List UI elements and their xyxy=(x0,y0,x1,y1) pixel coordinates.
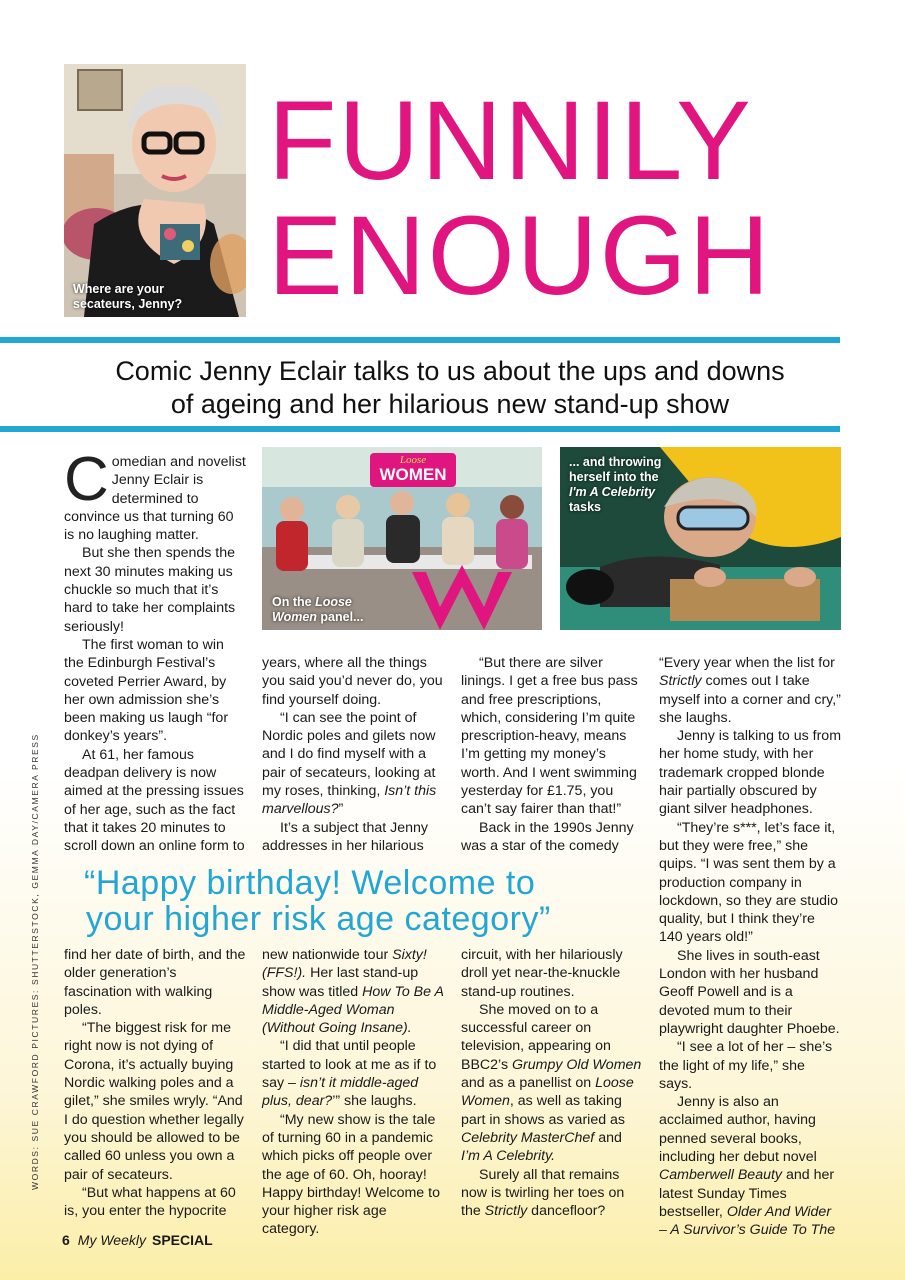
body-paragraph: “Every year when the list for Strictly comes out I take myself into a corner and cry,” she laughs. xyxy=(659,655,841,726)
body-paragraph: Jenny is talking to us from her home study, with her trademark cropped blonde hair partially obscured by giant silver headphones. xyxy=(659,728,842,818)
magazine-name: My Weekly xyxy=(77,1232,146,1248)
body-paragraph: Jenny is also an acclaimed author, having penned several books, including her debut novel Camberwell Beauty and her latest Sunday Times bestseller, Older And Wider – A Survivor’s Guide To The xyxy=(659,1094,836,1239)
loose-women-caption: On the Loose Women panel... xyxy=(272,595,364,624)
caption-line: Where are your xyxy=(73,282,165,296)
body-paragraph: The first woman to win the Edinburgh Festival’s coveted Perrier Award, by her own admission she’s been making us laugh “for donkey’s years”. xyxy=(64,636,229,745)
body-column-1-bottom xyxy=(64,946,246,1220)
body-paragraph: “I can see the point of Nordic poles and gilets now and I do find myself with a pair of secateurs, looking at my roses, thinking, Isn’t this marvellous?” xyxy=(262,709,437,818)
body-paragraph: find her date of birth, and the older generation’s fascination with walking poles. xyxy=(64,947,246,1018)
body-paragraph: “But what happens at 60 is, you enter the hypocrite xyxy=(64,1184,236,1220)
body-paragraph: She lives in south-east London with her husband Geoff Powell and is a devoted mum to their playwright daughter Phoebe. xyxy=(659,947,840,1037)
body-paragraph: circuit, with her hilariously droll yet near-the-knuckle stand-up routines. xyxy=(461,947,623,1000)
pull-quote xyxy=(84,865,644,937)
photo-credit: WORDS: SUE CRAWFORD PICTURES: SHUTTERSTOCK, GEMMA DAY/CAMERA PRESS xyxy=(30,733,40,1190)
portrait-illustration xyxy=(64,64,246,317)
body-paragraph: new nationwide tour Sixty! (FFS!). Her last stand-up show was titled How To Be A Middle-Aged Woman (Without Going Insane). xyxy=(262,947,444,1037)
headline-line-2: ENOUGH xyxy=(268,193,772,318)
standfirst xyxy=(60,355,840,421)
body-paragraph: “I see a lot of her – she’s the light of my life,” she says. xyxy=(659,1039,833,1092)
body-column-4 xyxy=(659,654,841,1240)
body-paragraph: “I did that until people started to look at me as if to say – isn’t it middle-aged plus, dear?’” she laughs. xyxy=(262,1038,437,1110)
body-paragraph: She moved on to a successful career on television, appearing on BBC2’s Grumpy Old Women and as a panellist on Loose Women, as well as taking part in shows as varied as Celebrity MasterChef and I’m A Celebrity. xyxy=(461,1001,642,1165)
celebrity-caption: ... and throwing herself into the I'm A Celebrity tasks xyxy=(569,455,662,514)
body-column-2-bottom xyxy=(262,946,444,1239)
portrait-photo xyxy=(64,64,246,317)
pull-quote-line: your higher risk age category” xyxy=(86,900,551,938)
pull-quote-line: “Happy birthday! Welcome to xyxy=(84,864,536,902)
portrait-caption xyxy=(73,282,182,312)
body-column-2-top xyxy=(262,654,444,855)
body-paragraph: It’s a subject that Jenny addresses in her hilarious xyxy=(262,819,429,854)
page-number: 6 xyxy=(62,1232,70,1248)
logo-top: Loose xyxy=(399,454,427,466)
body-paragraph: But she then spends the next 30 minutes making us chuckle so much that it’s hard to take her complaints seriously! xyxy=(64,545,236,635)
body-paragraph: Back in the 1990s Jenny was a star of the comedy xyxy=(461,819,634,854)
body-paragraph: years, where all the things you said you’d never do, you find yourself doing. xyxy=(262,655,443,708)
headline-line-1: FUNNILY xyxy=(268,78,753,203)
edition-label: SPECIAL xyxy=(152,1232,213,1248)
body-column-1-top xyxy=(64,445,246,856)
loose-women-logo xyxy=(374,454,452,484)
logo-bottom: WOMEN xyxy=(379,465,447,484)
caption-line: secateurs, Jenny? xyxy=(73,297,183,311)
folio xyxy=(62,1232,213,1248)
standfirst-line: of ageing and her hilarious new stand-up show xyxy=(170,389,730,419)
body-paragraph: “But there are silver linings. I get a free bus pass and free prescriptions, which, considering I’m quite prescription-heavy, means I’m getting my money’s worth. And I went swimming yesterday for £1.75, you can’t say fairer than that!” xyxy=(461,655,638,818)
standfirst-line: Comic Jenny Eclair talks to us about the ups and downs xyxy=(115,356,785,386)
bottom-rule xyxy=(0,426,840,432)
body-paragraph: At 61, her famous deadpan delivery is now aimed at the pressing issues of her age, such as the fact that it takes 20 minutes to scroll down an online form to xyxy=(64,746,245,855)
body-column-3-top xyxy=(461,654,643,855)
body-paragraph: Surely all that remains now is twirling her toes on the Strictly dancefloor? xyxy=(461,1166,625,1220)
body-column-3-bottom xyxy=(461,946,643,1220)
drop-cap: C xyxy=(64,445,109,514)
body-paragraph: “The biggest risk for me right now is not dying of Corona, it’s actually buying Nordic walking poles and a gilet,” she smiles wryly. “And I do question whether legally you should be allowed to be called 60 unless you own a pair of secateurs. xyxy=(64,1020,244,1183)
top-rule xyxy=(0,337,840,343)
body-paragraph: “My new show is the tale of turning 60 in a pandemic which picks off people over the age of 60. Oh, hooray! Happy birthday! Welcome to your higher risk age category. xyxy=(262,1111,440,1238)
body-paragraph: Comedian and novelist Jenny Eclair is determined to convince us that turning 60 is no laughing matter. xyxy=(64,445,246,544)
body-paragraph: “They’re s***, let’s face it, but they were free,” she quips. “I was sent them by a production company in lockdown, so they are studio quality, but I think they’re 140 years old!” xyxy=(659,819,839,946)
